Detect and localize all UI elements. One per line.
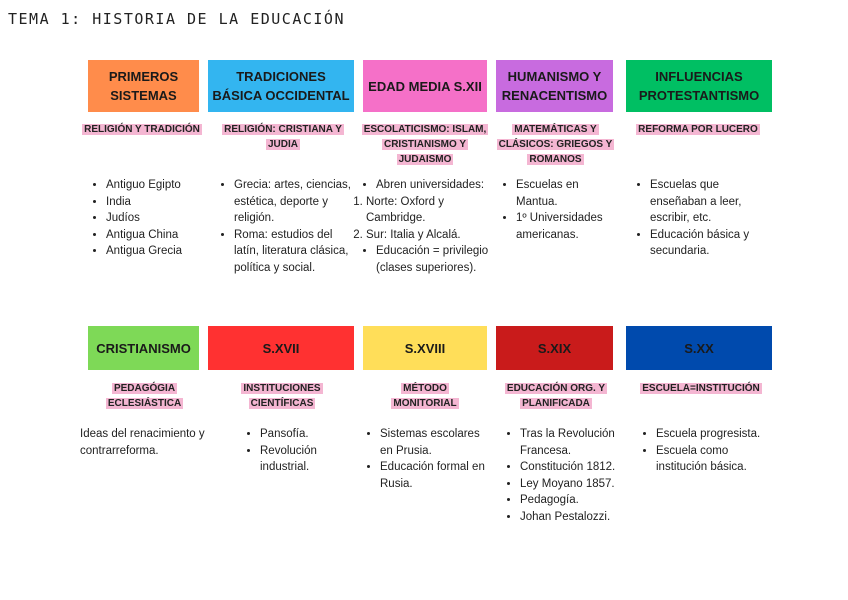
subtitle-escolaticismo: ESCOLATICISMO: ISLAM, CRISTIANISMO Y JUDAISMO <box>363 124 487 165</box>
list-item: • Ley Moyano 1857. <box>520 476 628 493</box>
list-item: • Antiguo Egipto <box>106 177 206 194</box>
list-s-xix <box>502 426 628 525</box>
box-cristianismo: CRISTIANISMO <box>88 326 199 370</box>
list-item: • Educación formal en Rusia. <box>380 459 490 492</box>
list-item: • Antigua Grecia <box>106 243 206 260</box>
list-edad-media <box>358 177 490 276</box>
list-item: • 1º Universidades americanas. <box>516 210 616 243</box>
box-primeros-sistemas: PRIMEROS SISTEMAS <box>88 60 199 112</box>
list-item: 1. Norte: Oxford y Cambridge. <box>366 194 490 227</box>
box-s-xviii: S.XVIII <box>363 326 487 370</box>
subtitle-escuela-institucion: ESCUELA=INSTITUCIÓN <box>642 383 760 394</box>
list-tradiciones <box>216 177 352 276</box>
text-cristianismo: Ideas del renacimiento y contrarreforma. <box>80 428 205 457</box>
box-s-xx: S.XX <box>626 326 772 370</box>
subtitle-religion-tradicion: RELIGIÓN Y TRADICIÓN <box>84 124 200 135</box>
list-item: • Pansofía. <box>260 426 354 443</box>
subtitle-metodo: MÉTODO MONITORIAL <box>393 383 457 409</box>
box-protestantismo: INFLUENCIAS PROTESTANTISMO <box>626 60 772 112</box>
list-s-xvii <box>242 426 354 476</box>
list-item: • Roma: estudios del latín, literatura clásica, política y social. <box>234 227 352 277</box>
subtitle-pedagogia: PEDAGÓGIA ECLESIÁSTICA <box>107 383 182 409</box>
subtitle-reforma: REFORMA POR LUCERO <box>638 124 758 135</box>
list-item: • Sistemas escolares en Prusia. <box>380 426 490 459</box>
subtitle-matematicas: MATEMÁTICAS Y CLÁSICOS: GRIEGOS Y ROMANOS <box>498 124 613 165</box>
list-item: • Escuelas que enseñaban a leer, escribir, etc. <box>650 177 764 227</box>
list-item: • Abren universidades: <box>376 177 490 194</box>
list-item: • Johan Pestalozzi. <box>520 509 628 526</box>
subtitle-educacion-org: EDUCACIÓN ORG. Y PLANIFICADA <box>506 383 606 409</box>
box-s-xix: S.XIX <box>496 326 613 370</box>
box-edad-media: EDAD MEDIA S.XII <box>363 60 487 112</box>
list-protestantismo <box>632 177 764 260</box>
list-s-xviii <box>362 426 490 492</box>
subtitle-instituciones: INSTITUCIONES CIENTÍFICAS <box>243 383 321 409</box>
subtitle-religion-cristiana: RELIGIÓN: CRISTIANA Y JUDIA <box>224 124 342 150</box>
list-humanismo <box>498 177 616 243</box>
list-primeros-sistemas <box>88 177 206 260</box>
list-item: • Tras la Revolución Francesa. <box>520 426 628 459</box>
page-title: TEMA 1: HISTORIA DE LA EDUCACIÓN <box>8 10 345 28</box>
box-humanismo: HUMANISMO Y RENACENTISMO <box>496 60 613 112</box>
list-item: • Antigua China <box>106 227 206 244</box>
list-item: • Revolución industrial. <box>260 443 354 476</box>
list-item: • Pedagogía. <box>520 492 628 509</box>
list-s-xx <box>638 426 774 476</box>
list-item: • Educación básica y secundaria. <box>650 227 764 260</box>
list-item: • Judíos <box>106 210 206 227</box>
box-s-xvii: S.XVII <box>208 326 354 370</box>
list-item: 2. Sur: Italia y Alcalá. <box>366 227 490 244</box>
list-item: • Escuela como institución básica. <box>656 443 774 476</box>
list-item: • Constitución 1812. <box>520 459 628 476</box>
list-item: • Educación = privilegio (clases superiores). <box>376 243 490 276</box>
list-item: • Grecia: artes, ciencias, estética, deporte y religión. <box>234 177 352 227</box>
list-item: • Escuelas en Mantua. <box>516 177 616 210</box>
box-tradiciones-basica: TRADICIONES BÁSICA OCCIDENTAL <box>208 60 354 112</box>
list-item: • India <box>106 194 206 211</box>
list-item: • Escuela progresista. <box>656 426 774 443</box>
